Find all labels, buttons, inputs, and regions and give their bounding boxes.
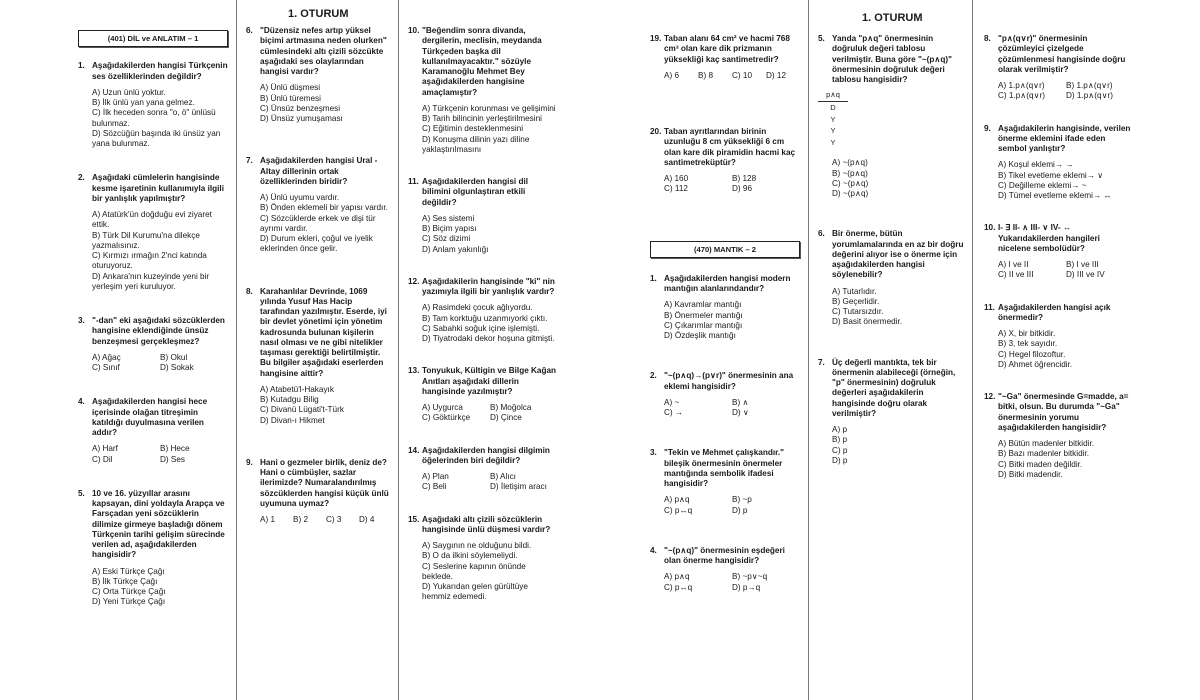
question xyxy=(650,274,800,342)
answer-options xyxy=(998,160,1134,201)
answer-option[interactable]: B) Bazı madenler bitkidir. xyxy=(998,449,1090,459)
answer-option[interactable]: B) Biçim yapısı xyxy=(422,224,477,233)
answer-option[interactable]: A) ~ xyxy=(664,397,680,407)
answer-options xyxy=(260,83,392,124)
question-stem: "Düzensiz nefes artıp yüksel biçimi artmasına neden olurken" cümlesindeki altı çizili sözcükte aşağıdaki ses olaylarından hangisi vardır? xyxy=(260,26,387,76)
question-text xyxy=(408,366,558,397)
truth-value: Y xyxy=(830,126,836,136)
question-text xyxy=(408,277,558,298)
answer-option[interactable]: B) ~(p∧q) xyxy=(832,168,868,178)
question-stem: Hani o gezmeler birlik, deniz de? Hani o cümbüşler, sazlar ilerimizde? Numaralandırılmış sözcüklerden hangisi küçük ünlü uyumuna uymaz? xyxy=(260,457,389,508)
right-column-3 xyxy=(984,34,1134,502)
answer-option[interactable]: B) ∧ xyxy=(732,397,749,407)
question-number: 9. xyxy=(984,123,991,133)
question-number: 5. xyxy=(78,488,85,498)
answer-options xyxy=(92,444,228,465)
column-divider xyxy=(236,0,237,700)
answer-option[interactable]: C) 112 xyxy=(664,184,688,194)
question-number: 9. xyxy=(246,457,253,467)
question xyxy=(78,316,228,373)
truth-value: Y xyxy=(830,137,836,147)
answer-option[interactable]: D) Sözcüğün başında iki ünsüz yan yana bulunmaz. xyxy=(92,128,221,149)
question-number: 12. xyxy=(984,392,996,401)
column-divider xyxy=(398,0,399,700)
answer-option[interactable]: D) Yukarıdan gelen gürültüye hemmiz edemedi. xyxy=(422,582,528,602)
question-stem: Aşağıdaki cümlelerin hangisinde kesme işaretinin kullanımıyla ilgili bir yanlışlık yapılmıştır? xyxy=(92,173,224,203)
question-number: 13. xyxy=(408,366,420,376)
question-number: 14. xyxy=(408,445,420,455)
question-stem: I- ∃ II- ∧ III- ∨ IV- ↔ Yukarıdakilerden hangileri nicelene sembolüdür? xyxy=(998,223,1100,253)
answer-option[interactable]: C) p↔q xyxy=(664,505,693,515)
answer-option[interactable]: D) Ahmet öğrencidir. xyxy=(998,359,1073,369)
question-number: 2. xyxy=(78,173,85,183)
question xyxy=(984,303,1134,371)
answer-options xyxy=(422,214,558,255)
question-stem: Aşağıdakilerden hangisi modern mantığın alanlarındandır? xyxy=(664,273,791,294)
answer-option[interactable]: D) Bitki madendir. xyxy=(998,469,1063,479)
answer-options xyxy=(260,515,392,525)
answer-option[interactable]: B) 8 xyxy=(698,70,714,80)
question xyxy=(650,448,800,516)
answer-option[interactable]: D) Konuşma dilinin yazı diline yaklaştırılmasını xyxy=(422,134,530,154)
question xyxy=(984,223,1134,280)
question xyxy=(984,124,1134,202)
question-stem: Aşağıdakilerden hangisi Türkçenin ses özelliklerinden değildir? xyxy=(92,61,228,81)
answer-option[interactable]: A) Plan xyxy=(422,472,449,481)
section-title: (401) DİL ve ANLATIM – 1 xyxy=(78,30,228,47)
answer-option[interactable]: A) Koşul eklemi→ → xyxy=(998,160,1074,170)
truth-value: D xyxy=(830,102,836,112)
answer-option[interactable]: B) Okul xyxy=(160,352,188,362)
answer-options xyxy=(92,210,228,292)
question-number: 10. xyxy=(408,26,420,35)
answer-option[interactable]: A) p∧q xyxy=(664,495,690,505)
answer-option[interactable]: B) Geçerlidir. xyxy=(832,296,880,306)
question-stem: "Tekin ve Mehmet çalışkandır." bileşik önermesinin önermeler mantığında sembolik ifadesi hangisidir? xyxy=(664,448,785,489)
answer-option[interactable]: B) İlk ünlü yan yana gelmez. xyxy=(92,98,195,108)
question xyxy=(246,26,392,124)
right-column-1 xyxy=(650,34,800,623)
answer-option[interactable]: D) Divan-ı Hikmet xyxy=(260,415,325,425)
question-stem: Aşağıdakilerden hangisi açık önermedir? xyxy=(998,302,1111,322)
answer-option[interactable]: C) Değilleme eklemi→ ~ xyxy=(998,180,1087,190)
question-number: 8. xyxy=(984,34,991,43)
answer-option[interactable]: D) Anlam yakınlığı xyxy=(422,244,489,254)
question xyxy=(78,61,228,149)
question-text xyxy=(408,446,558,467)
answer-option[interactable]: B) Alıcı xyxy=(490,472,516,481)
answer-option[interactable]: C) Orta Türkçe Çağı xyxy=(92,587,166,597)
question-text xyxy=(984,303,1134,324)
question xyxy=(246,156,392,254)
answer-option[interactable]: A) Rasimdeki çocuk ağlıyordu. xyxy=(422,303,533,313)
question-stem: Aşağıdakilerden hangisi dil bilimini olgunlaştıran etkili değildir? xyxy=(422,177,529,207)
answer-option[interactable]: B) Önden eklemeli bir yapısı vardır. xyxy=(260,203,388,213)
answer-option[interactable]: C) 3 xyxy=(326,515,342,524)
question-number: 1. xyxy=(650,273,657,283)
question xyxy=(408,366,558,423)
left-column-1 xyxy=(78,30,228,632)
answer-options xyxy=(998,329,1134,370)
question-text xyxy=(408,515,558,536)
answer-option[interactable]: B) Tam korktuğu uzanmıyorki çıktı. xyxy=(422,313,548,323)
answer-option[interactable]: A) Ünlü düşmesi xyxy=(260,83,321,93)
answer-option[interactable]: D) ∨ xyxy=(732,408,749,418)
answer-option[interactable]: A) Ağaç xyxy=(92,352,121,362)
question-stem: Karahanlılar Devrinde, 1069 yılında Yusuf Has Hacip tarafından yazılmıştır. Eserde, iyi bir devlet yönetimi için yönetim kadrosunda bulunan kişilerin nasıl olması ve ne gibi nitelikler taşıması gerektiği belirtilmiştir. Bu bilgiler aşağıdaki eserlerden hangisine aittir? xyxy=(260,286,387,378)
answer-option[interactable]: C) p↔q xyxy=(664,582,693,592)
question xyxy=(818,358,968,467)
question-number: 2. xyxy=(650,371,657,381)
answer-option[interactable]: C) Bitki maden değildir. xyxy=(998,459,1083,469)
question-text xyxy=(650,274,800,295)
answer-options xyxy=(664,71,800,81)
answer-option[interactable]: C) Hegel filozoftur. xyxy=(998,349,1066,359)
answer-option[interactable]: C) II ve III xyxy=(998,270,1034,280)
answer-option[interactable]: C) 1.p∧(q∨r) xyxy=(998,91,1046,101)
answer-option[interactable]: D) 4 xyxy=(359,515,375,524)
question-text xyxy=(984,34,1134,75)
question-text xyxy=(984,223,1134,254)
question-number: 20. xyxy=(650,127,662,136)
answer-options xyxy=(92,88,228,150)
answer-option[interactable]: B) Önermeler mantığı xyxy=(664,310,743,320)
question-number: 3. xyxy=(78,316,85,326)
answer-option[interactable]: B) 3, tek sayıdır. xyxy=(998,339,1058,349)
answer-option[interactable]: C) Eğitimin desteklenmesini xyxy=(422,124,524,134)
question-stem: Taban ayrıtlarından birinin uzunluğu 8 cm yüksekliği 6 cm olan kare dik piramidin hacmi kaç santimetreküptür? xyxy=(664,127,796,167)
question-text xyxy=(818,229,968,280)
answer-option[interactable]: A) ~(p∧q) xyxy=(832,158,868,168)
question xyxy=(408,277,558,345)
question-text xyxy=(984,392,1134,433)
answer-option[interactable]: A) Ünlü uyumu vardır. xyxy=(260,193,340,202)
answer-option[interactable]: A) Türkçenin korunması ve gelişimini xyxy=(422,103,556,113)
question-text xyxy=(818,358,968,420)
answer-option[interactable]: B) 1.p∧(q∨r) xyxy=(1066,81,1113,90)
answer-options xyxy=(260,385,392,426)
answer-options xyxy=(260,193,392,255)
answer-options xyxy=(664,572,800,593)
answer-option[interactable]: C) Divanü Lügati't-Türk xyxy=(260,405,344,415)
question-text xyxy=(78,61,228,82)
question-stem: "p∧(q∨r)" önermesinin çözümleyici çizelgede çözümlenmesi hangisinde doğru olarak verilmiştir? xyxy=(998,34,1126,74)
question-text xyxy=(408,26,558,98)
question-stem: Aşağıdakilerin hangisinde, verilen önerme eklemini ifade eden sembol yanlıştır? xyxy=(998,123,1131,153)
answer-options xyxy=(422,541,558,603)
answer-options xyxy=(998,439,1134,480)
answer-options xyxy=(832,158,968,199)
answer-option[interactable]: D) Basit önermedir. xyxy=(832,317,903,327)
answer-option[interactable]: A) p∧q xyxy=(664,572,690,582)
question-stem: Tonyukuk, Kültigin ve Bilge Kağan Anıtları aşağıdaki dillerin hangisinde yazılmıştır? xyxy=(422,366,557,396)
question-text xyxy=(650,448,800,489)
answer-option[interactable]: A) X, bir bitkidir. xyxy=(998,329,1056,338)
answer-option[interactable]: B) Tarih bilincinin yerleştirilmesini xyxy=(422,114,542,123)
answer-options xyxy=(998,81,1134,102)
answer-option[interactable]: D) III ve IV xyxy=(1066,270,1105,280)
question xyxy=(650,371,800,418)
question-text xyxy=(246,26,392,77)
left-page-title: 1. OTURUM xyxy=(288,8,349,20)
answer-option[interactable]: D) Özdeşlik mantığı xyxy=(664,331,736,341)
question-text xyxy=(78,316,228,347)
question xyxy=(408,26,558,155)
answer-option[interactable]: B) Tikel evetleme eklemi→ ∨ xyxy=(998,170,1104,180)
answer-option[interactable]: B) ~p xyxy=(732,495,752,505)
answer-option[interactable]: C) Tutarsızdır. xyxy=(832,307,884,317)
answer-option[interactable]: A) Atatürk'ün doğduğu evi ziyaret ettik. xyxy=(92,210,212,230)
answer-option[interactable]: D) Ünsüz yumuşaması xyxy=(260,114,343,123)
answer-options xyxy=(832,425,968,466)
answer-option[interactable]: A) Bütün madenler bitkidir. xyxy=(998,439,1095,448)
question-number: 4. xyxy=(78,397,85,407)
answer-option[interactable]: D) p xyxy=(732,505,748,515)
question xyxy=(78,489,228,608)
question-stem: 10 ve 16. yüzyıllar arasını kapsayan, dini yoldayla Arapça ve Farsçadan yeni sözcüklerin dilimize girmeye başladığı dönem Türkçenin tarihi gelişim sürecinde verilen ad, aşağıdakilerden hangisidir? xyxy=(92,488,225,560)
question-text xyxy=(984,124,1134,155)
answer-option[interactable]: C) Sabahki soğuk içine işlemişti. xyxy=(422,323,540,333)
answer-option[interactable]: C) Göktürkçe xyxy=(422,413,471,423)
answer-option[interactable]: B) p xyxy=(832,435,848,445)
answer-option[interactable]: A) Eski Türkçe Çağı xyxy=(92,566,165,576)
answer-option[interactable]: B) 128 xyxy=(732,174,757,183)
answer-option[interactable]: A) Ses sistemi xyxy=(422,213,475,223)
answer-options xyxy=(664,398,800,419)
column-divider xyxy=(972,0,973,700)
answer-option[interactable]: A) p xyxy=(832,425,848,435)
answer-options xyxy=(664,495,800,516)
answer-option[interactable]: B) I ve III xyxy=(1066,260,1099,269)
answer-option[interactable]: C) 10 xyxy=(732,70,753,80)
question-stem: "~Ga" önermesinde G=madde, a= bitki, olsun. Bu durumda "~Ga" önermesinin yorumu aşağıdakilerden hangisidir? xyxy=(998,392,1129,432)
question-text xyxy=(408,177,558,208)
answer-options xyxy=(832,287,968,328)
answer-option[interactable]: B) Türk Dil Kurumu'na dilekçe yazmalısınız. xyxy=(92,230,200,250)
answer-option[interactable]: C) Seslerine kapının önünde beklede. xyxy=(422,561,526,581)
right-page-title: 1. OTURUM xyxy=(862,12,923,24)
question-number: 12. xyxy=(408,276,420,286)
question-number: 8. xyxy=(246,286,253,296)
question-stem: "Beğendim sonra divanda, dergilerin, meclisin, meydanda Türkçeden başka dil kullanılmayacaktır." sözüyle Karamanoğlu Mehmet Bey aşağıdakilerden hangisine amaçlamıştır? xyxy=(422,26,542,97)
answer-option[interactable]: D) Ses xyxy=(160,454,186,464)
answer-option[interactable]: D) 96 xyxy=(732,184,753,194)
question-stem: "~(p∧q)" önermesinin eşdeğeri olan önerme hangisidir? xyxy=(664,545,785,566)
answer-option[interactable]: D) Sokak xyxy=(160,363,194,373)
question-stem: Yanda "p∧q" önermesinin doğruluk değeri tablosu verilmiştir. Buna göre "~(p∧q)" önermesinin doğruluk değeri tablosu hangisidir? xyxy=(832,34,952,84)
question-number: 6. xyxy=(246,26,253,35)
question-stem: Aşağıdakilerin hangisinde "ki" nin yazımıyla ilgili bir yanlışlık vardır? xyxy=(422,276,555,296)
answer-option[interactable]: B) İlk Türkçe Çağı xyxy=(92,576,158,586)
question-stem: "~(p∧q)→(p∨r)" önermesinin ana eklemi hangisidir? xyxy=(664,371,794,391)
question xyxy=(650,546,800,593)
answer-option[interactable]: D) Çince xyxy=(490,413,522,423)
question-number: 10. xyxy=(984,223,996,233)
answer-option[interactable]: D) Durum ekleri, çoğul ve iyelik eklerinden önce gelir. xyxy=(260,234,373,254)
question-text xyxy=(246,156,392,187)
question-number: 4. xyxy=(650,545,657,555)
question-text xyxy=(650,34,800,65)
question-text xyxy=(818,34,968,85)
question-text xyxy=(78,397,228,438)
question-stem: Üç değerli mantıkta, tek bir önermenin alabileceği (örneğin, "p" önermesinin) doğruluk değerleri aşağıdakilerin hangisinde doğru olarak verilmiştir? xyxy=(832,357,956,418)
answer-option[interactable]: C) İlk heceden sonra "o, ö" ünlüsü bulunmaz. xyxy=(92,108,216,128)
question xyxy=(246,458,392,526)
question xyxy=(78,173,228,292)
question-number: 11. xyxy=(408,177,419,186)
answer-option[interactable]: D) İletişim aracı xyxy=(490,482,547,492)
answer-option[interactable]: D) Yeni Türkçe Çağı xyxy=(92,597,166,607)
answer-option[interactable]: A) Kavramlar mantığı xyxy=(664,300,742,310)
answer-option[interactable]: D) 1.p∧(q∨r) xyxy=(1066,91,1114,101)
question xyxy=(246,287,392,426)
question-text xyxy=(246,458,392,509)
column-divider xyxy=(808,0,809,700)
question-number: 19. xyxy=(650,34,662,43)
question-number: 1. xyxy=(78,61,85,71)
answer-option[interactable]: A) 160 xyxy=(664,174,689,183)
answer-options xyxy=(664,174,800,195)
question-stem: Bir önerme, bütün yorumlamalarında en az bir doğru değerini alıyor ise o önerme için aşağıdakilerden hangisi söylenebilir? xyxy=(832,229,964,280)
question-text xyxy=(650,546,800,567)
section-title: (470) MANTIK – 2 xyxy=(650,241,800,258)
question xyxy=(984,34,1134,102)
answer-option[interactable]: C) Söz dizimi xyxy=(422,234,471,244)
question-stem: Aşağıdaki altı çizili sözcüklerin hangisinde ünlü düşmesi vardır? xyxy=(422,514,551,534)
question-text xyxy=(78,489,228,561)
answer-option[interactable]: A) 1 xyxy=(260,515,276,524)
answer-option[interactable]: C) Ünsüz benzeşmesi xyxy=(260,103,341,113)
question-stem: Aşağıdakilerden hangisi Ural - Altay dillerinin ortak özelliklerinden biridir? xyxy=(260,156,378,186)
question xyxy=(408,177,558,255)
left-column-3 xyxy=(408,26,558,625)
answer-option[interactable]: B) O da ilkini söylemeliydi. xyxy=(422,551,518,561)
answer-option[interactable]: A) Tutarlıdır. xyxy=(832,286,877,296)
question xyxy=(650,127,800,195)
answer-option[interactable]: C) → xyxy=(664,408,684,418)
question-text xyxy=(78,173,228,204)
question-stem: Aşağıdakilerden hangisi dilgimin öğelerinden biri değildir? xyxy=(422,445,550,465)
answer-option[interactable]: B) 2 xyxy=(293,515,309,524)
answer-option[interactable]: D) 12 xyxy=(766,70,787,80)
question-number: 5. xyxy=(818,34,825,43)
answer-option[interactable]: D) Ankara'nın kuzeyinde yeni bir yerleşim yeri kuruluyor. xyxy=(92,271,210,291)
answer-options xyxy=(422,472,558,493)
answer-option[interactable]: C) ~(p∧q) xyxy=(832,178,869,188)
truth-table xyxy=(818,89,848,148)
question xyxy=(408,446,558,493)
question-stem: "-dan" eki aşağıdaki sözcüklerden hangisine eklendiğinde ünsüz benzeşmesi gerçekleşmez? xyxy=(92,316,225,346)
answer-option[interactable]: C) Sınıf xyxy=(92,363,120,373)
answer-options xyxy=(92,353,228,374)
question-number: 15. xyxy=(408,514,420,524)
question xyxy=(78,397,228,465)
answer-option[interactable]: B) ~p∨~q xyxy=(732,572,768,582)
answer-option[interactable]: A) I ve II xyxy=(998,260,1029,269)
question xyxy=(650,34,800,81)
question-number: 6. xyxy=(818,229,825,239)
answer-option[interactable]: A) Uygurca xyxy=(422,403,463,412)
question-text xyxy=(650,127,800,168)
question-text xyxy=(246,287,392,379)
answer-option[interactable]: B) Ünlü türemesi xyxy=(260,93,321,103)
answer-option[interactable]: A) 6 xyxy=(664,70,680,80)
question xyxy=(408,515,558,603)
answer-option[interactable]: C) Dil xyxy=(92,454,113,464)
answer-option[interactable]: A) Harf xyxy=(92,444,118,454)
answer-options xyxy=(998,260,1134,281)
left-column-2 xyxy=(246,26,392,557)
answer-option[interactable]: C) Kırmızı ırmağın 2'nci katında oturuyoruz. xyxy=(92,251,207,271)
question-stem: Taban alanı 64 cm² ve hacmi 768 cm³ olan kare dik prizmanın yüksekliği kaç santimetredir? xyxy=(664,34,790,64)
answer-option[interactable]: B) Moğolca xyxy=(490,403,532,412)
right-column-2 xyxy=(818,34,968,496)
answer-option[interactable]: A) Saygının ne olduğunu bildi. xyxy=(422,541,532,550)
answer-options xyxy=(422,303,558,344)
answer-options xyxy=(422,104,558,155)
question-text xyxy=(650,371,800,392)
question-stem: Aşağıdakilerden hangisi hece içerisinde olağan titreşimin katıldığı duyulmasına verilen addır? xyxy=(92,397,208,438)
question-number: 3. xyxy=(650,448,657,458)
answer-option[interactable]: C) Çıkarımlar mantığı xyxy=(664,320,743,330)
question xyxy=(818,229,968,327)
answer-option[interactable]: D) p xyxy=(832,455,848,465)
question xyxy=(818,34,968,199)
answer-option[interactable]: D) Tümel evetleme eklemi→ ↔ xyxy=(998,191,1112,200)
question xyxy=(984,392,1134,480)
answer-option[interactable]: B) Kutadgu Bilig xyxy=(260,395,319,404)
answer-option[interactable]: A) Uzun ünlü yoktur. xyxy=(92,87,166,97)
answer-option[interactable]: C) Beli xyxy=(422,482,447,492)
answer-options xyxy=(422,403,558,424)
truth-table-header: p∧q xyxy=(818,89,848,102)
answer-option[interactable]: D) ~(p∧q) xyxy=(832,189,869,199)
truth-value: Y xyxy=(830,114,836,124)
answer-option[interactable]: D) Tiyatrodaki dekor hoşuna gitmişti. xyxy=(422,334,555,343)
answer-option[interactable]: C) Sözcüklerde erkek ve dişi tür ayrımı vardır. xyxy=(260,213,376,233)
answer-option[interactable]: A) 1.p∧(q∨r) xyxy=(998,81,1045,90)
answer-option[interactable]: D) p→q xyxy=(732,582,761,592)
answer-options xyxy=(664,300,800,341)
question-number: 7. xyxy=(246,156,253,166)
answer-option[interactable]: B) Hece xyxy=(160,444,190,454)
question-number: 11. xyxy=(984,302,995,312)
question-number: 7. xyxy=(818,357,825,367)
answer-option[interactable]: A) Atabetü'l-Hakayık xyxy=(260,384,334,394)
answer-option[interactable]: C) p xyxy=(832,445,848,455)
answer-options xyxy=(92,567,228,608)
